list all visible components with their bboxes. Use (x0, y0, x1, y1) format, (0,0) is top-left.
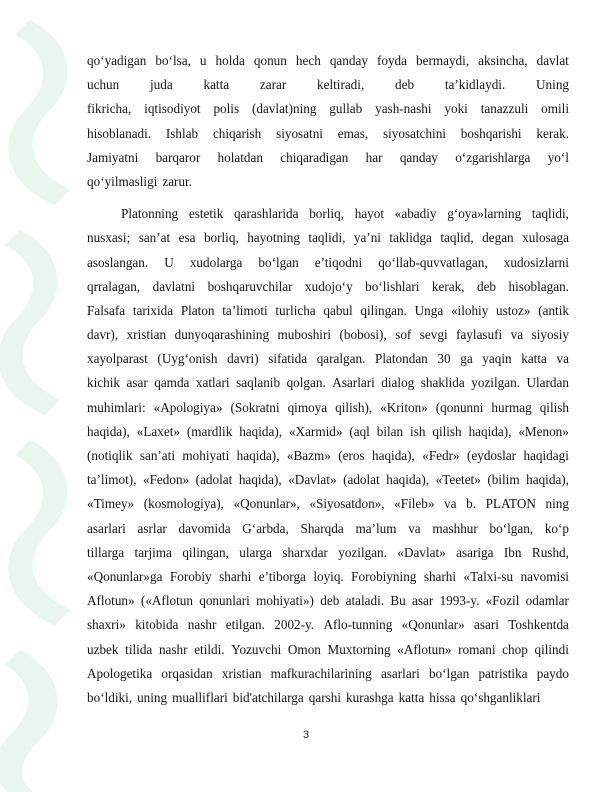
word: yoki (444, 101, 468, 117)
word: Toshkentda (508, 617, 569, 633)
text-line (87, 589, 569, 613)
word: Asarlari (332, 375, 375, 391)
word: kitobida (135, 617, 179, 633)
word: polis (213, 101, 240, 117)
word: g‘oya»larning (447, 206, 522, 222)
word: katta (398, 689, 425, 705)
word: ga (460, 351, 473, 367)
word: faylasufi (456, 327, 503, 343)
word: katta (203, 77, 230, 93)
word: «Teetet» (435, 472, 481, 488)
word: Ibn (503, 544, 522, 560)
word: etilgan. (225, 617, 265, 633)
text-line (87, 226, 569, 250)
word: (mardlik (186, 423, 233, 439)
word: davri) (227, 351, 259, 367)
text-line (87, 275, 569, 299)
word: («Aflotun (140, 593, 193, 609)
word: qarshi (308, 689, 341, 705)
word: bo‘lgan (258, 254, 299, 270)
word: davr), (87, 327, 119, 343)
word: (aql (349, 423, 370, 439)
word: Forobiyning (351, 568, 417, 584)
word: qilingan, (182, 544, 229, 560)
word: tilida (125, 641, 153, 657)
word: (adolat (195, 472, 233, 488)
word: haqida), (526, 472, 569, 488)
text-line (87, 420, 569, 444)
word: xatlari (195, 375, 230, 391)
word: Muxtorning (327, 641, 391, 657)
word: nusxasi; (87, 230, 131, 246)
word: ko‘p (544, 520, 569, 536)
word: kerak. (536, 125, 569, 141)
word: davlatni (152, 278, 196, 294)
word: orqasidan (161, 665, 213, 681)
word: asariga (456, 544, 494, 560)
word: «Laxet» (136, 423, 180, 439)
word: b. (466, 496, 476, 512)
word: zarur. (162, 173, 192, 189)
word: romani (458, 641, 496, 657)
text-line (87, 49, 569, 73)
text-line (87, 73, 569, 97)
word: taklidga (389, 230, 432, 246)
word: asarlari (380, 665, 420, 681)
word: haqida), (372, 448, 415, 463)
text-line (87, 492, 569, 516)
word: (antik (538, 302, 569, 318)
word: hurmag (491, 399, 532, 415)
word: «Apologiya» (153, 399, 223, 415)
word: gullab (329, 101, 363, 117)
word: katta (521, 351, 547, 367)
word: haqida), (238, 472, 282, 488)
word: shaklida (420, 375, 465, 391)
word: «Talxi-su (463, 568, 514, 584)
word: bid'atchilarga (232, 689, 304, 705)
word: foyda (376, 53, 407, 68)
word: Rushd, (531, 544, 569, 560)
word: va (408, 520, 421, 536)
word: dialog (381, 375, 415, 391)
word: «Davlat» (288, 472, 337, 488)
word: iqtisodiyot (144, 101, 201, 117)
word: sof (395, 327, 412, 343)
text-line (87, 613, 569, 637)
word: «Timey» (87, 496, 135, 512)
word: tarjima (134, 544, 172, 560)
word: Platon (180, 302, 215, 318)
word: (Sokratni (230, 399, 280, 415)
word: Forobiy (169, 568, 212, 584)
word: Sharqda (300, 520, 344, 536)
word: xudolarga (189, 254, 243, 270)
word: qolgan. (286, 375, 326, 391)
text-line (87, 662, 569, 686)
word: hissa (429, 689, 456, 705)
word: Ulardan (526, 375, 569, 391)
text-line (87, 170, 569, 194)
word: sharxdar (282, 544, 328, 560)
word: san’ati (139, 448, 175, 463)
word: (eros (338, 448, 365, 463)
word: uzbek (87, 641, 119, 657)
word: davomida (178, 520, 231, 536)
word: estetik (188, 206, 224, 222)
text-line (87, 396, 569, 420)
word: loyiq. (313, 568, 344, 584)
word: «Kriton» (380, 399, 428, 415)
word: «Bazm» (286, 448, 331, 463)
word: saqlanib (236, 375, 281, 391)
word: qo‘yilmasligi (87, 173, 158, 189)
word: va (444, 496, 457, 512)
word: bermaydi, (416, 53, 470, 68)
word: xulosaga (522, 230, 569, 246)
word: Unga (414, 302, 444, 318)
word: hisoblanadi. (87, 125, 152, 141)
word: qilingan. (360, 302, 407, 318)
word: e’tiborga (258, 568, 306, 584)
text-line (87, 565, 569, 589)
word: chiqarish (212, 125, 262, 141)
word: «Qonunlar» (401, 617, 465, 633)
word: keltiradi, (317, 77, 365, 93)
word: bo‘lsa, (155, 53, 191, 68)
word: aksincha, (478, 53, 528, 68)
word: san’at (138, 230, 171, 246)
word: asar (412, 593, 434, 609)
word: qilish), (335, 399, 373, 415)
word: qo‘shganliklari (460, 689, 541, 705)
word: (kosmologiya), (143, 496, 224, 512)
word: kurashga (346, 689, 394, 705)
word: patristika (478, 665, 528, 681)
word: asoslangan. (87, 254, 149, 270)
text-line (87, 541, 569, 565)
word: u (199, 53, 207, 68)
word: (bobosi), (339, 327, 387, 343)
word: PLATON (485, 496, 536, 512)
word: xudojo‘y (305, 278, 353, 294)
word: omili (541, 101, 569, 117)
word: fikricha, (87, 101, 132, 117)
word: etildi. (194, 641, 225, 657)
word: uchun (87, 77, 120, 93)
word: ustoz» (496, 302, 531, 318)
word: haqidagi (523, 448, 569, 463)
word: (qonunni (435, 399, 484, 415)
text-line (87, 444, 569, 468)
word: bo‘ldiki, (87, 689, 133, 705)
paragraph-1 (87, 49, 569, 194)
text-line (87, 638, 569, 662)
text-line (87, 146, 569, 170)
word: yozilgan. (338, 544, 387, 560)
word: deb (476, 278, 497, 294)
word: Aflotun» (87, 593, 135, 609)
word: mashhur (432, 520, 478, 536)
word: «Aflotun» (397, 641, 452, 657)
word: ta’limot), (87, 472, 137, 488)
word: (Uyg‘onish (157, 351, 218, 367)
word: «abadiy (394, 206, 437, 222)
word: (notiqlik (87, 448, 133, 463)
word: e’tiqodni (314, 254, 363, 270)
word: holatdan (217, 149, 263, 165)
word: xristian (221, 665, 262, 681)
word: qabul (323, 302, 353, 318)
word: mualliflari (172, 689, 228, 705)
word: odamlar (525, 593, 569, 609)
word: shaxri» (87, 617, 126, 633)
word: «ilohiy (450, 302, 489, 318)
word: hech (295, 53, 321, 68)
word: haqida), (468, 423, 512, 439)
word: ya’ni (353, 230, 381, 246)
text-line (87, 323, 569, 347)
word: va (510, 327, 524, 343)
text-line (87, 202, 569, 226)
word: o‘zgarishlarga (455, 149, 531, 165)
word: yaqin (482, 351, 512, 367)
word: tanazzuli (480, 101, 529, 117)
word: borliq, (309, 206, 344, 222)
word: davlat (536, 53, 569, 68)
word: emas, (337, 125, 369, 141)
word: tillarga (87, 544, 125, 560)
word: barqaror (155, 149, 201, 165)
word: mohiyati») (256, 593, 314, 609)
word: 1993-y. (439, 593, 480, 609)
word: (bilim (487, 472, 520, 488)
word: sifatida (268, 351, 308, 367)
word: qo‘yadigan (87, 53, 147, 68)
word: xristian (126, 327, 167, 343)
word: nashr (158, 641, 188, 657)
word: Aflo-tunning (323, 617, 393, 633)
word: «Davlat» (397, 544, 446, 560)
word: haqida), (236, 448, 280, 463)
word: qimoya (287, 399, 328, 415)
word: muboshiri (277, 327, 332, 343)
word: kerak, (431, 278, 465, 294)
word: «Xarmid» (288, 423, 343, 439)
text-line (87, 517, 569, 541)
word: ish (410, 423, 426, 439)
word: Apologetika (87, 665, 153, 681)
word: Ishlab (165, 125, 199, 141)
word: qilindi (534, 641, 569, 657)
document-page (87, 49, 569, 710)
word: sevgi (419, 327, 448, 343)
word: va (556, 351, 569, 367)
word: Jamiyatni (87, 149, 139, 165)
word: Omon (287, 641, 321, 657)
word: borliq, (203, 230, 239, 246)
word: asari (474, 617, 499, 633)
word: juda (150, 77, 173, 93)
word: kichik (87, 375, 120, 391)
word: Platonning (121, 206, 179, 222)
word: uning (137, 689, 168, 705)
word: sharhi (423, 568, 457, 584)
word: Bu (390, 593, 406, 609)
word: zarar (259, 77, 287, 93)
text-line (87, 686, 569, 710)
word: 2002-y. (274, 617, 315, 633)
text-line (87, 97, 569, 121)
word: G‘arbda, (242, 520, 289, 536)
word: haqida), (386, 472, 430, 488)
word: sharhi (219, 568, 252, 584)
word: qonun (253, 53, 287, 68)
word: 30 (437, 351, 451, 367)
word: ma’lum (355, 520, 397, 536)
word: bo‘lgan, (489, 520, 534, 536)
word: xudosizlarni (503, 254, 569, 270)
word: Platondan (375, 351, 428, 367)
word: qaralgan. (316, 351, 366, 367)
word: qo‘llab-quvvatlagan, (378, 254, 488, 270)
word: dunyoqarashining (174, 327, 270, 343)
word: qanday (329, 53, 368, 68)
word: deb (320, 593, 340, 609)
word: holda (215, 53, 245, 68)
word: (adolat (343, 472, 380, 488)
word: ta’limoti (222, 302, 268, 318)
word: boshqarishi (460, 125, 522, 141)
text-line (87, 468, 569, 492)
word: qonunlari (199, 593, 250, 609)
word: yash-nashi (375, 101, 432, 117)
word: hayot (354, 206, 385, 222)
word: qilish (432, 423, 462, 439)
word: Yozuvchi (231, 641, 282, 657)
text-line (87, 251, 569, 275)
word: qilish (539, 399, 569, 415)
word: bo‘lishlari (365, 278, 420, 294)
word: bilan (376, 423, 404, 439)
word: taqlidi, (531, 206, 569, 222)
word: xayolparast (87, 351, 148, 367)
word: taqlidi, (308, 230, 346, 246)
word: ularga (239, 544, 272, 560)
text-line (87, 122, 569, 146)
word: hayotning (247, 230, 300, 246)
word: hisoblagan. (508, 278, 569, 294)
text-line (87, 371, 569, 395)
word: muhimlari: (87, 399, 146, 415)
word: siyosatni (276, 125, 323, 141)
word: asar (126, 375, 148, 391)
word: bo‘lgan (428, 665, 470, 681)
word: boshqaruvchilar (207, 278, 293, 294)
word: qrralagan, (87, 278, 141, 294)
word: qarashlarida (234, 206, 299, 222)
text-line (87, 299, 569, 323)
word: mafkurachilarining (270, 665, 372, 681)
word: «Fileb» (394, 496, 435, 512)
word: ataladi. (345, 593, 385, 609)
word: asarlari (87, 520, 126, 536)
word: Falsafa (87, 302, 126, 318)
word: U (164, 254, 174, 270)
word: siyosiy (531, 327, 569, 343)
word: yo‘l (547, 149, 569, 165)
word: «Siyosatdon», (309, 496, 385, 512)
paragraph-2 (87, 202, 569, 710)
word: (davlat)ning (251, 101, 317, 117)
word: Uning (536, 77, 569, 93)
word: «Qonunlar»ga (87, 568, 163, 584)
word: turlicha (275, 302, 316, 318)
word: deb (395, 77, 415, 93)
word: navomisi (520, 568, 569, 584)
word: taqlid, (440, 230, 474, 246)
word: haqida), (87, 423, 130, 439)
word: yozilgan. (471, 375, 520, 391)
word: qanday (399, 149, 438, 165)
word: tarixida (132, 302, 174, 318)
word: ning (545, 496, 569, 512)
word: paydo (536, 665, 569, 681)
word: «Fozil (485, 593, 520, 609)
word: chiqaradigan (280, 149, 349, 165)
text-line (87, 347, 569, 371)
word: degan (482, 230, 514, 246)
word: har (365, 149, 383, 165)
word: ta’kidlaydi. (444, 77, 506, 93)
word: chop (502, 641, 528, 657)
word: (eydoslar (467, 448, 517, 463)
page-number: 3 (302, 729, 310, 741)
word: haqida), (239, 423, 283, 439)
word: «Menon» (518, 423, 569, 439)
word: mohiyati (182, 448, 230, 463)
word: asrlar (137, 520, 167, 536)
word: qamda (154, 375, 190, 391)
word: «Fedon» (142, 472, 190, 488)
word: esa (178, 230, 196, 246)
word: nashr (187, 617, 217, 633)
word: «Qonunlar», (233, 496, 300, 512)
word: siyosatchini (382, 125, 446, 141)
word: «Fedr» (422, 448, 460, 463)
